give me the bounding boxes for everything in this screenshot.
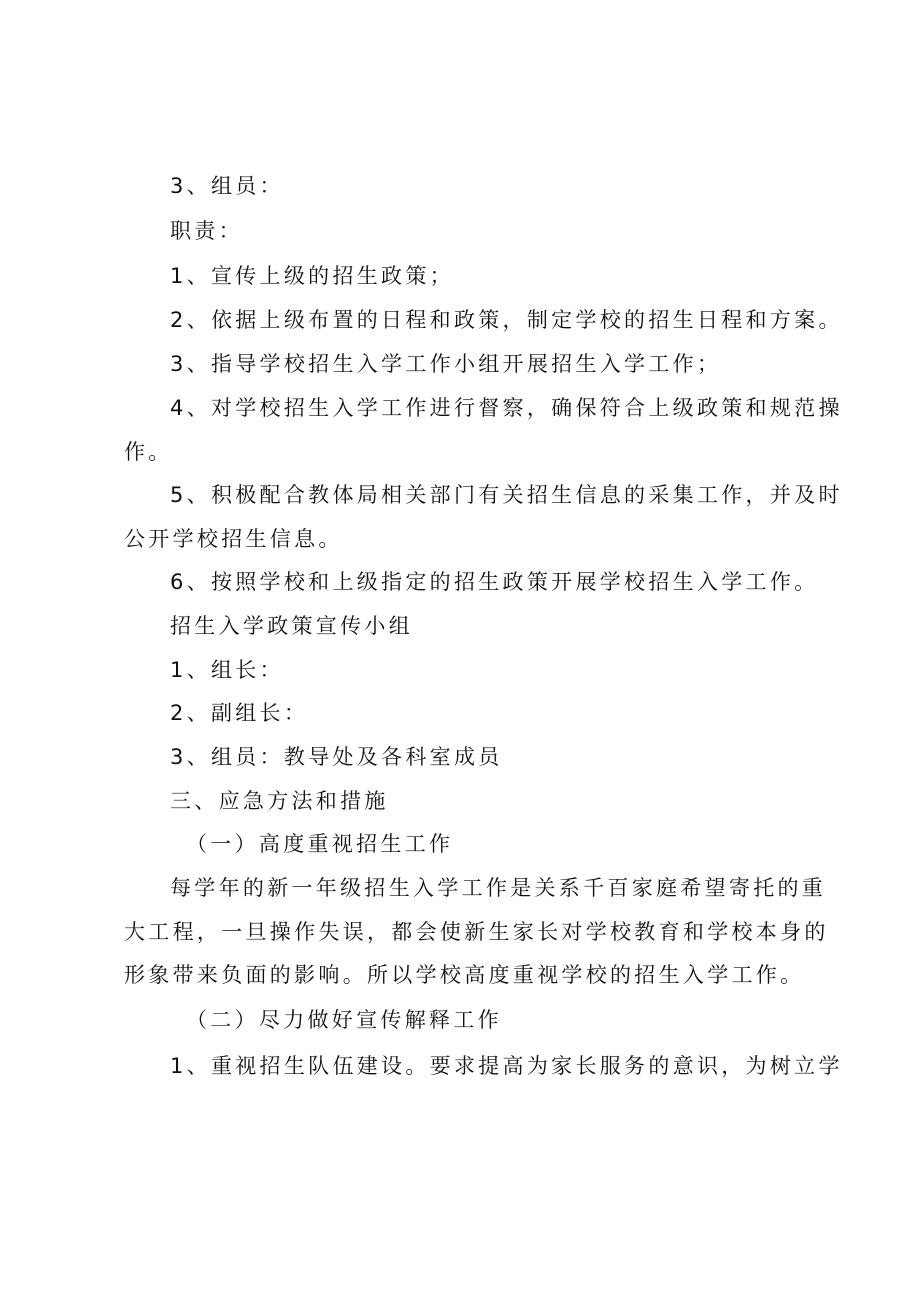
- text-line: 3、组员：: [170, 174, 284, 198]
- text-line: 6、按照学校和上级指定的招生政策开展学校招生入学工作。: [170, 570, 819, 594]
- text-line: 职责：: [170, 219, 243, 243]
- section-heading: 三、应急方法和措施: [170, 789, 389, 813]
- text-line: 2、副组长：: [170, 701, 309, 725]
- text-line: 1、重视招生队伍建设。要求提高为家长服务的意识，为树立学: [170, 1054, 843, 1078]
- subsection-heading: （二）尽力做好宣传解释工作: [186, 1008, 502, 1032]
- text-line: 每学年的新一年级招生入学工作是关系千百家庭希望寄托的重: [170, 876, 827, 900]
- text-line: 1、组长：: [170, 658, 284, 682]
- text-line: 公开学校招生信息。: [124, 527, 343, 551]
- text-line: 2、依据上级布置的日程和政策，制定学校的招生日程和方案。: [170, 308, 843, 332]
- text-line: 大工程，一旦操作失误，都会使新生家长对学校教育和学校本身的: [124, 920, 829, 944]
- text-line: 招生入学政策宣传小组: [170, 614, 413, 638]
- text-line: 4、对学校招生入学工作进行督察，确保符合上级政策和规范操: [170, 396, 843, 420]
- text-line: 3、组员：教导处及各科室成员: [170, 745, 503, 769]
- subsection-heading: （一）高度重视招生工作: [186, 832, 454, 856]
- text-line: 作。: [124, 440, 173, 464]
- text-line: 3、指导学校招生入学工作小组开展招生入学工作；: [170, 352, 722, 376]
- text-line: 形象带来负面的影响。所以学校高度重视学校的招生入学工作。: [124, 963, 805, 987]
- text-line: 5、积极配合教体局相关部门有关招生信息的采集工作，并及时: [170, 483, 843, 507]
- text-line: 1、宣传上级的招生政策；: [170, 264, 454, 288]
